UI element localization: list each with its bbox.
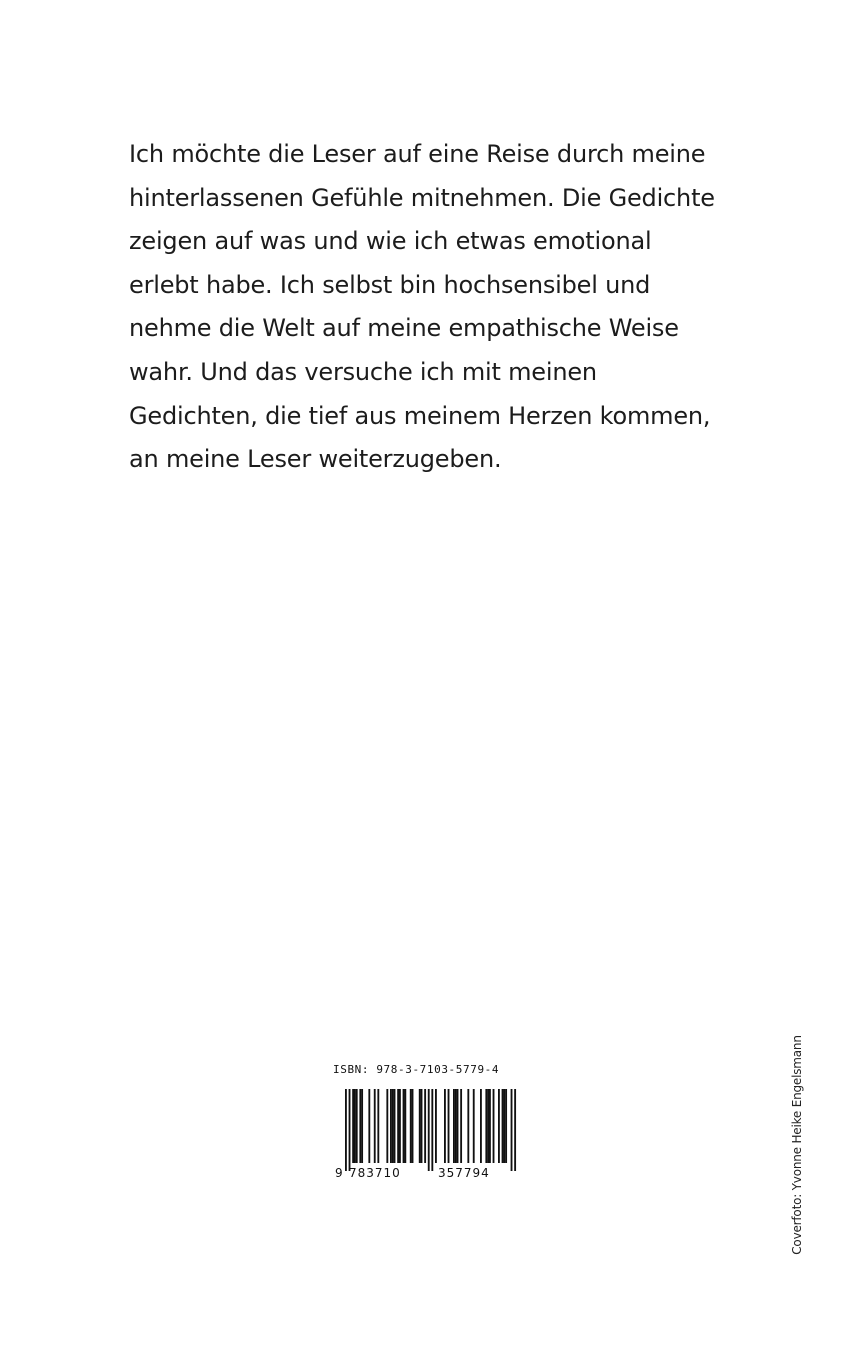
barcode-bar — [390, 1089, 392, 1163]
barcode-bars — [345, 1089, 516, 1171]
barcode-bar — [361, 1089, 363, 1163]
barcode-bar — [352, 1089, 354, 1163]
barcode — [333, 1089, 518, 1179]
barcode-bar — [498, 1089, 500, 1163]
blurb-line: Gedichten, die tief aus meinem Herzen kommen, — [129, 401, 711, 430]
blurb-line: zeigen auf was und wie ich etwas emotional — [129, 227, 652, 256]
barcode-bar — [444, 1089, 446, 1163]
barcode-bar — [493, 1089, 495, 1163]
barcode-bar — [487, 1089, 489, 1163]
blurb-line: Ich möchte die Leser auf eine Reise durch meine — [129, 140, 706, 168]
barcode-bar — [403, 1089, 405, 1163]
barcode-bar — [457, 1089, 459, 1163]
barcode-bar — [359, 1089, 361, 1163]
barcode-bar — [467, 1089, 469, 1163]
barcode-guard-bar — [511, 1089, 513, 1171]
barcode-guard-bar — [428, 1089, 430, 1171]
barcode-bar — [374, 1089, 376, 1163]
barcode-bar — [505, 1089, 507, 1163]
barcode-bar — [354, 1089, 356, 1163]
blurb-line: hinterlassenen Gefühle mitnehmen. Die Gedichte — [129, 183, 715, 212]
blurb-line: erlebt habe. Ich selbst bin hochsensibel und — [129, 270, 651, 299]
isbn-label: ISBN: 978-3-7103-5779-4 — [333, 1063, 500, 1076]
barcode-bar — [368, 1089, 370, 1163]
barcode-bar — [448, 1089, 450, 1163]
barcode-bar — [404, 1089, 406, 1163]
blurb-line: an meine Leser weiterzugeben. — [129, 445, 502, 474]
blurb-line: nehme die Welt auf meine empathische Weise — [129, 314, 679, 343]
barcode-bar — [424, 1089, 426, 1163]
barcode-bar — [460, 1089, 462, 1163]
barcode-guard-bar — [349, 1089, 351, 1171]
barcode-bar — [394, 1089, 396, 1163]
barcode-guard-bar — [514, 1089, 516, 1171]
cover-photo-credit: Coverfoto: Yvonne Heike Engelsmann — [790, 1035, 804, 1255]
barcode-bar — [435, 1089, 437, 1163]
barcode-bar — [399, 1089, 401, 1163]
barcode-bar — [377, 1089, 379, 1163]
barcode-bar — [421, 1089, 423, 1163]
blurb-line: wahr. Und das versuche ich mit meinen — [129, 357, 597, 386]
barcode-bar — [503, 1089, 505, 1163]
barcode-lead-digit: 9 — [335, 1166, 343, 1179]
barcode-bar — [410, 1089, 412, 1163]
barcode-bar — [392, 1089, 394, 1163]
barcode-guard-bar — [431, 1089, 433, 1171]
barcode-bar — [473, 1089, 475, 1163]
barcode-bar — [412, 1089, 414, 1163]
barcode-bar — [453, 1089, 455, 1163]
barcode-right-digits: 357794 — [438, 1166, 490, 1179]
barcode-bar — [480, 1089, 482, 1163]
barcode-bar — [356, 1089, 358, 1163]
barcode-guard-bar — [345, 1089, 347, 1171]
barcode-bar — [502, 1089, 504, 1163]
barcode-left-digits: 783710 — [349, 1166, 401, 1179]
barcode-bar — [485, 1089, 487, 1163]
barcode-bar — [397, 1089, 399, 1163]
barcode-bar — [489, 1089, 491, 1163]
barcode-bar — [455, 1089, 457, 1163]
back-cover-blurb — [129, 133, 769, 482]
barcode-bar — [386, 1089, 388, 1163]
barcode-bar — [419, 1089, 421, 1163]
